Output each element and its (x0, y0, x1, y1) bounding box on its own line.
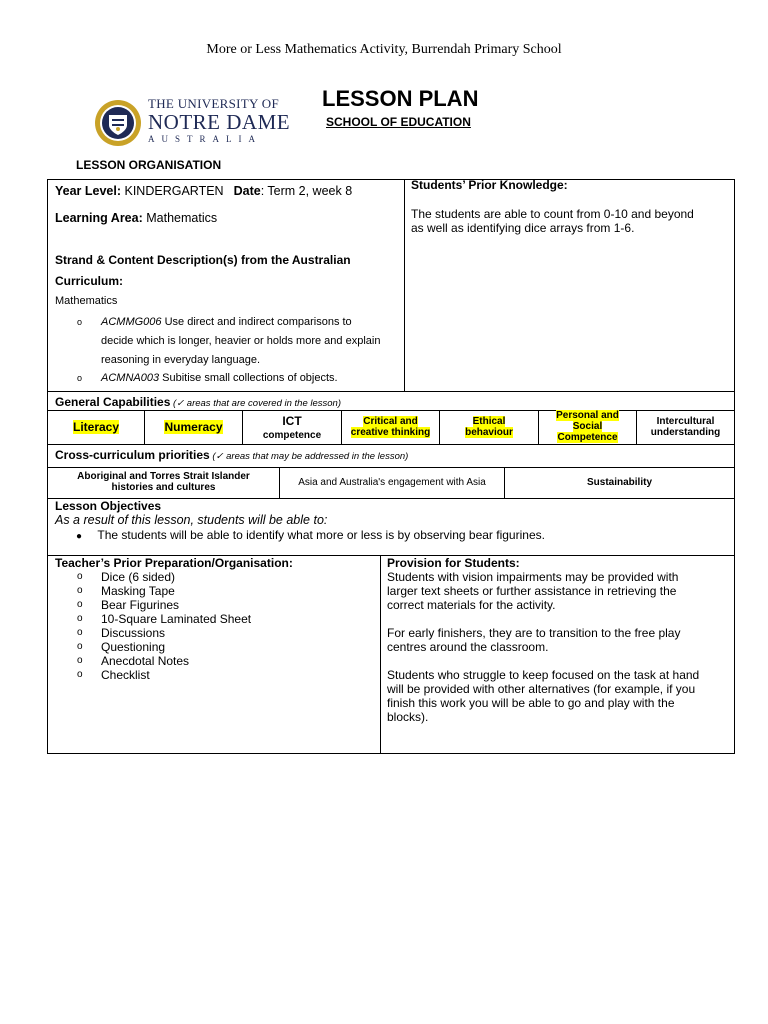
logo-line3: AUSTRALIA (148, 134, 262, 144)
cross-curriculum-row (55, 448, 408, 462)
list-item: o Dice (6 sided) (55, 570, 375, 584)
strand-subject: Mathematics (55, 295, 118, 307)
page-header: More or Less Mathematics Activity, Burrendah Primary School (206, 42, 562, 57)
general-capabilities-note: (✓ areas that are covered in the lesson) (170, 398, 341, 409)
bullet-o-icon: o (77, 373, 83, 383)
list-item: o Questioning (55, 640, 375, 654)
capability-intercultural: Intercultural understanding (650, 416, 721, 438)
capability-personal-social: Personal and Social Competence (556, 410, 619, 443)
list-item: o Bear Figurines (55, 598, 375, 612)
logo-line2: NOTRE DAME (148, 110, 291, 134)
prior-knowledge-heading: Students’ Prior Knowledge: (411, 178, 568, 192)
document-title: LESSON PLAN (322, 86, 479, 111)
cross-aboriginal: Aboriginal and Torres Strait Islander histories and cultures (77, 471, 250, 493)
strand-item-2 (55, 370, 400, 386)
objectives-bullet: ● The students will be able to identify what more or less is by observing bear figurines. (76, 528, 545, 542)
preparation-list (55, 570, 375, 682)
date-label: Date (233, 184, 261, 198)
prior-knowledge-line2: as well as identifying dice arrays from 1-6. (411, 221, 635, 235)
university-logo (94, 96, 299, 152)
strand-item-1-line1: Use direct and indirect comparisons to (161, 316, 352, 328)
strand-item-1-line2: decide which is longer, heavier or holds more and explain (101, 335, 381, 347)
year-level-row (55, 184, 352, 198)
strand-item-1-code: ACMMG006 (101, 316, 162, 328)
bullet-dot-icon: ● (76, 531, 83, 542)
capability-ethical-behaviour: Ethical behaviour (465, 416, 513, 438)
capability-literacy: Literacy (72, 420, 120, 434)
strand-item-2-code: ACMNA003 (101, 372, 160, 384)
strand-heading-line1: Strand & Content Description(s) from the Australian (55, 253, 351, 267)
crest-icon (94, 98, 142, 148)
general-capabilities-heading: General Capabilities (55, 395, 171, 409)
preparation-heading: Teacher’s Prior Preparation/Organisation: (55, 556, 293, 570)
year-level-label: Year Level: (55, 184, 122, 198)
document-subtitle: SCHOOL OF EDUCATION (326, 115, 471, 129)
learning-area-value: Mathematics (142, 211, 218, 225)
list-item: o Masking Tape (55, 584, 375, 598)
list-item: o Checklist (55, 668, 375, 682)
strand-heading-line2: Curriculum: (55, 274, 124, 288)
logo-line1: THE UNIVERSITY OF (148, 96, 279, 111)
provision-paragraph-3: Students who struggle to keep focused on the task at hand will be provided with other alternatives (for example, if you finish this work you will be able to go and play with the blocks). (387, 668, 700, 724)
strand-item-2-line1: Subitise small collections of objects. (159, 372, 338, 384)
capability-ict: ICT competence (262, 414, 322, 441)
list-item: o 10-Square Laminated Sheet (55, 612, 375, 626)
cross-sustainability: Sustainability (586, 477, 652, 488)
capability-numeracy: Numeracy (164, 420, 223, 434)
bullet-o-icon: o (77, 317, 83, 327)
list-item: o Discussions (55, 626, 375, 640)
provision-paragraph-1: Students with vision impairments may be provided with larger text sheets or further assistance in retrieving the correct materials for the activity. (387, 570, 679, 612)
list-item: o Anecdotal Notes (55, 654, 375, 668)
general-capabilities-row (55, 395, 341, 409)
year-level-value: KINDERGARTEN (121, 184, 224, 198)
cross-asia: Asia and Australia's engagement with Asia (298, 477, 486, 488)
cross-curriculum-heading: Cross-curriculum priorities (55, 448, 210, 462)
objectives-intro: As a result of this lesson, students will be able to: (55, 513, 328, 527)
prior-knowledge-line1: The students are able to count from 0-10 and beyond (411, 207, 694, 221)
learning-area-label: Learning Area: (55, 211, 143, 225)
organisation-heading: LESSON ORGANISATION (76, 158, 222, 172)
capability-critical-thinking: Critical and creative thinking (350, 416, 431, 438)
cross-curriculum-note: (✓ areas that may be addressed in the lesson) (209, 451, 409, 462)
strand-item-1-line3: reasoning in everyday language. (101, 354, 261, 366)
objectives-heading: Lesson Objectives (55, 499, 162, 513)
strand-item-1 (55, 313, 400, 370)
date-value: : Term 2, week 8 (260, 184, 353, 198)
learning-area-row (55, 211, 217, 225)
provision-paragraph-2: For early finishers, they are to transition to the free play centres around the classroom. (387, 626, 681, 654)
provision-heading: Provision for Students: (387, 556, 520, 570)
